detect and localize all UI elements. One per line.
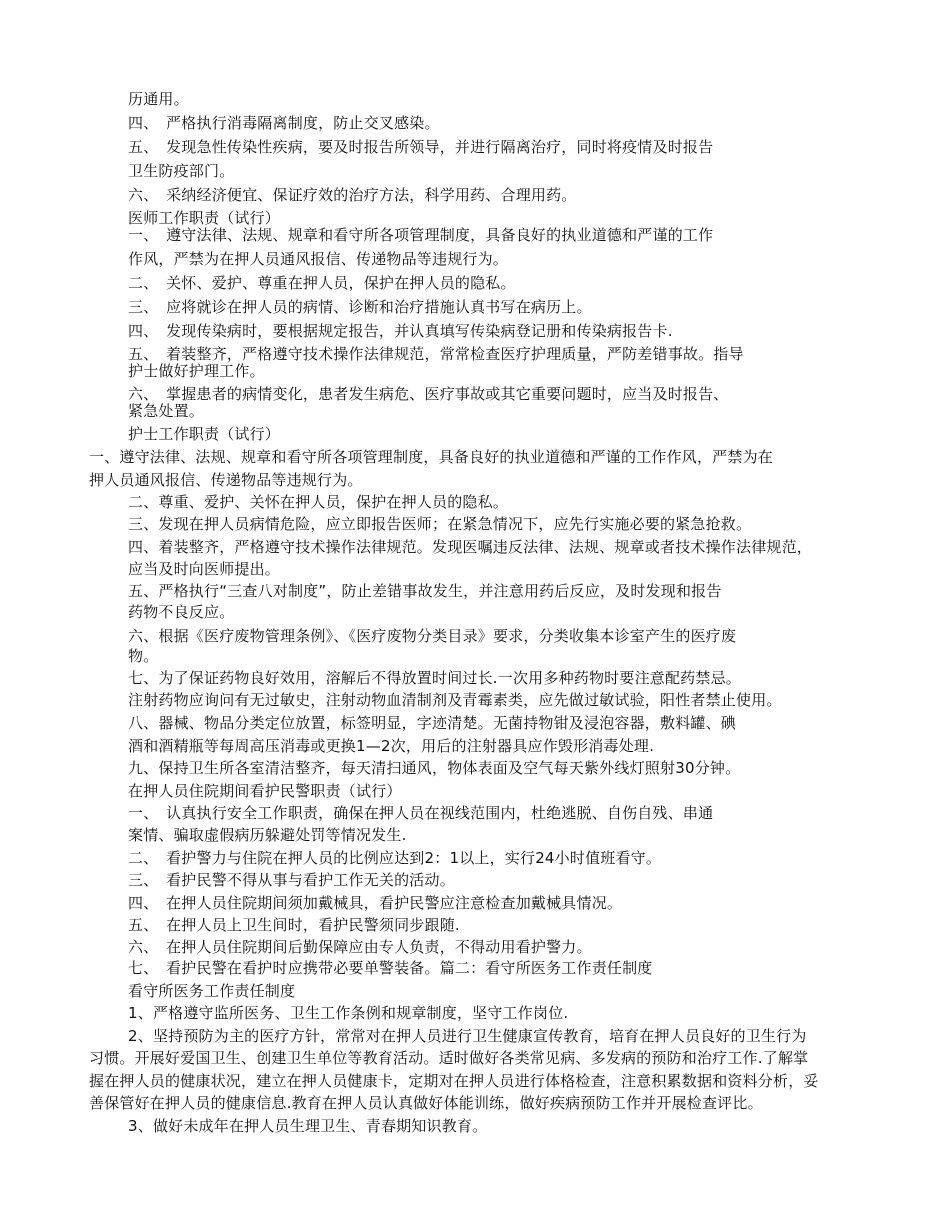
text-line: 紧急处置。 (128, 402, 205, 420)
text-line: 护士做好护理工作。 (128, 362, 265, 380)
text-line: 一、遵守法律、法规、规章和看守所各项管理制度，具备良好的执业道德和严谨的工作作风，严禁为在 (89, 448, 774, 466)
text-line: 押人员通风报信、传递物品等违规行为。 (89, 471, 363, 489)
text-line: 五、严格执行“三查八对制度”，防止差错事故发生，并注意用药后反应，及时发现和报告 (128, 582, 722, 600)
text-line: 八、器械、物品分类定位放置，标签明显，字迹清楚。无菌持物钳及浸泡容器，敷料罐、碘 (128, 714, 737, 732)
text-line: 七、 看护民警在看护时应携带必要单警装备。篇二：看守所医务工作责任制度 (128, 959, 653, 977)
text-line: 善保管好在押人员的健康信息.教育在押人员认真做好体能训练，做好疾病预防工作并开展检查评比。 (89, 1094, 763, 1112)
text-line: 注射药物应询问有无过敏史，注射动物血清制剂及青霉素类，应先做过敏试验，阳性者禁止使用。 (128, 691, 782, 709)
text-line: 九、保持卫生所各室清洁整齐，每天清扫通风，物体表面及空气每天紫外线灯照射30分钟。 (128, 759, 741, 777)
text-line: 酒和酒精瓶等每周高压消毒或更换1—2次，用后的注射器具应作毁形消毒处理. (128, 737, 655, 755)
text-line: 四、 发现传染病时，要根据规定报告，并认真填写传染病登记册和传染病报告卡. (128, 322, 673, 340)
text-line: 六、 在押人员住院期间后勤保障应由专人负责，不得动用看护警力。 (128, 938, 592, 956)
text-line: 五、 发现急性传染性疾病，要及时报告所领导，并进行隔离治疗，同时将疫情及时报告 (128, 138, 714, 156)
text-line: 二、尊重、爱护、关怀在押人员，保护在押人员的隐私。 (128, 493, 509, 511)
text-line: 一、 认真执行安全工作职责，确保在押人员在视线范围内，杜绝逃脱、自伤自残、串通 (128, 804, 714, 822)
text-line: 历通用。 (128, 90, 189, 108)
text-line: 案情、骗取虚假病历躲避处罚等情况发生. (128, 826, 407, 844)
text-line: 六、 采纳经济便宜、保证疗效的治疗方法，科学用药、合理用药。 (128, 186, 577, 204)
text-line: 卫生防疫部门。 (128, 162, 235, 180)
text-line: 作风，严禁为在押人员通风报信、传递物品等违规行为。 (128, 250, 509, 268)
text-line: 物。 (128, 647, 159, 665)
section-heading: 在押人员住院期间看护民警职责（试行） (128, 782, 402, 800)
text-line: 1、严格遵守监所医务、卫生工作条例和规章制度，坚守工作岗位. (128, 1004, 569, 1022)
section-heading: 护士工作职责（试行） (128, 425, 281, 443)
text-line: 七、为了保证药物良好效用，溶解后不得放置时间过长.一次用多种药物时要注意配药禁忌。 (128, 669, 741, 687)
text-line: 四、着装整齐，严格遵守技术操作法律规范。发现医嘱违反法律、法规、规章或者技术操作法律规范， (128, 538, 813, 556)
text-line: 2、坚持预防为主的医疗方针，常常对在押人员进行卫生健康宣传教育，培育在押人员良好的卫生行为 (128, 1027, 807, 1045)
text-line: 应当及时向医师提出。 (128, 560, 281, 578)
text-line: 三、 应将就诊在押人员的病情、诊断和治疗措施认真书写在病历上。 (128, 298, 592, 316)
text-line: 五、 在押人员上卫生间时，看护民警须同步跟随. (128, 916, 460, 934)
text-line: 五、 着装整齐，严格遵守技术操作法律规范，常常检查医疗护理质量，严防差错事故。指导 (128, 345, 744, 363)
text-line: 二、 关怀、爱护、尊重在押人员，保护在押人员的隐私。 (128, 274, 516, 292)
section-heading: 医师工作职责（试行） (128, 209, 281, 227)
text-line: 3、做好未成年在押人员生理卫生、青春期知识教育。 (128, 1117, 488, 1135)
text-line: 握在押人员的健康状况，建立在押人员健康卡，定期对在押人员进行体格检查，注意积累数据和资料分析，妥 (89, 1072, 819, 1090)
text-line: 三、 看护民警不得从事与看护工作无关的活动。 (128, 871, 455, 889)
text-line: 习惯。开展好爱国卫生、创建卫生单位等教育活动。适时做好各类常见病、多发病的预防和治疗工作.了解掌 (89, 1049, 809, 1067)
text-line: 四、 严格执行消毒隔离制度，防止交叉感染。 (128, 114, 440, 132)
text-line: 一、 遵守法律、法规、规章和看守所各项管理制度，具备良好的执业道德和严谨的工作 (128, 226, 714, 244)
text-line: 二、 看护警力与住院在押人员的比例应达到2：1以上，实行24小时值班看守。 (128, 849, 662, 867)
text-line: 三、发现在押人员病情危险，应立即报告医师；在紧急情况下，应先行实施必要的紧急抢救。 (128, 515, 752, 533)
section-heading: 看守所医务工作责任制度 (128, 982, 296, 1000)
text-line: 四、 在押人员住院期间须加戴械具，看护民警应注意检查加戴械具情况。 (128, 894, 623, 912)
text-line: 六、 掌握患者的病情变化，患者发生病危、医疗事故或其它重要问题时，应当及时报告、 (128, 385, 729, 403)
text-line: 六、根据《医疗废物管理条例》、《医疗废物分类目录》要求，分类收集本诊室产生的医疗废 (128, 627, 737, 645)
text-line: 药物不良反应。 (128, 603, 235, 621)
